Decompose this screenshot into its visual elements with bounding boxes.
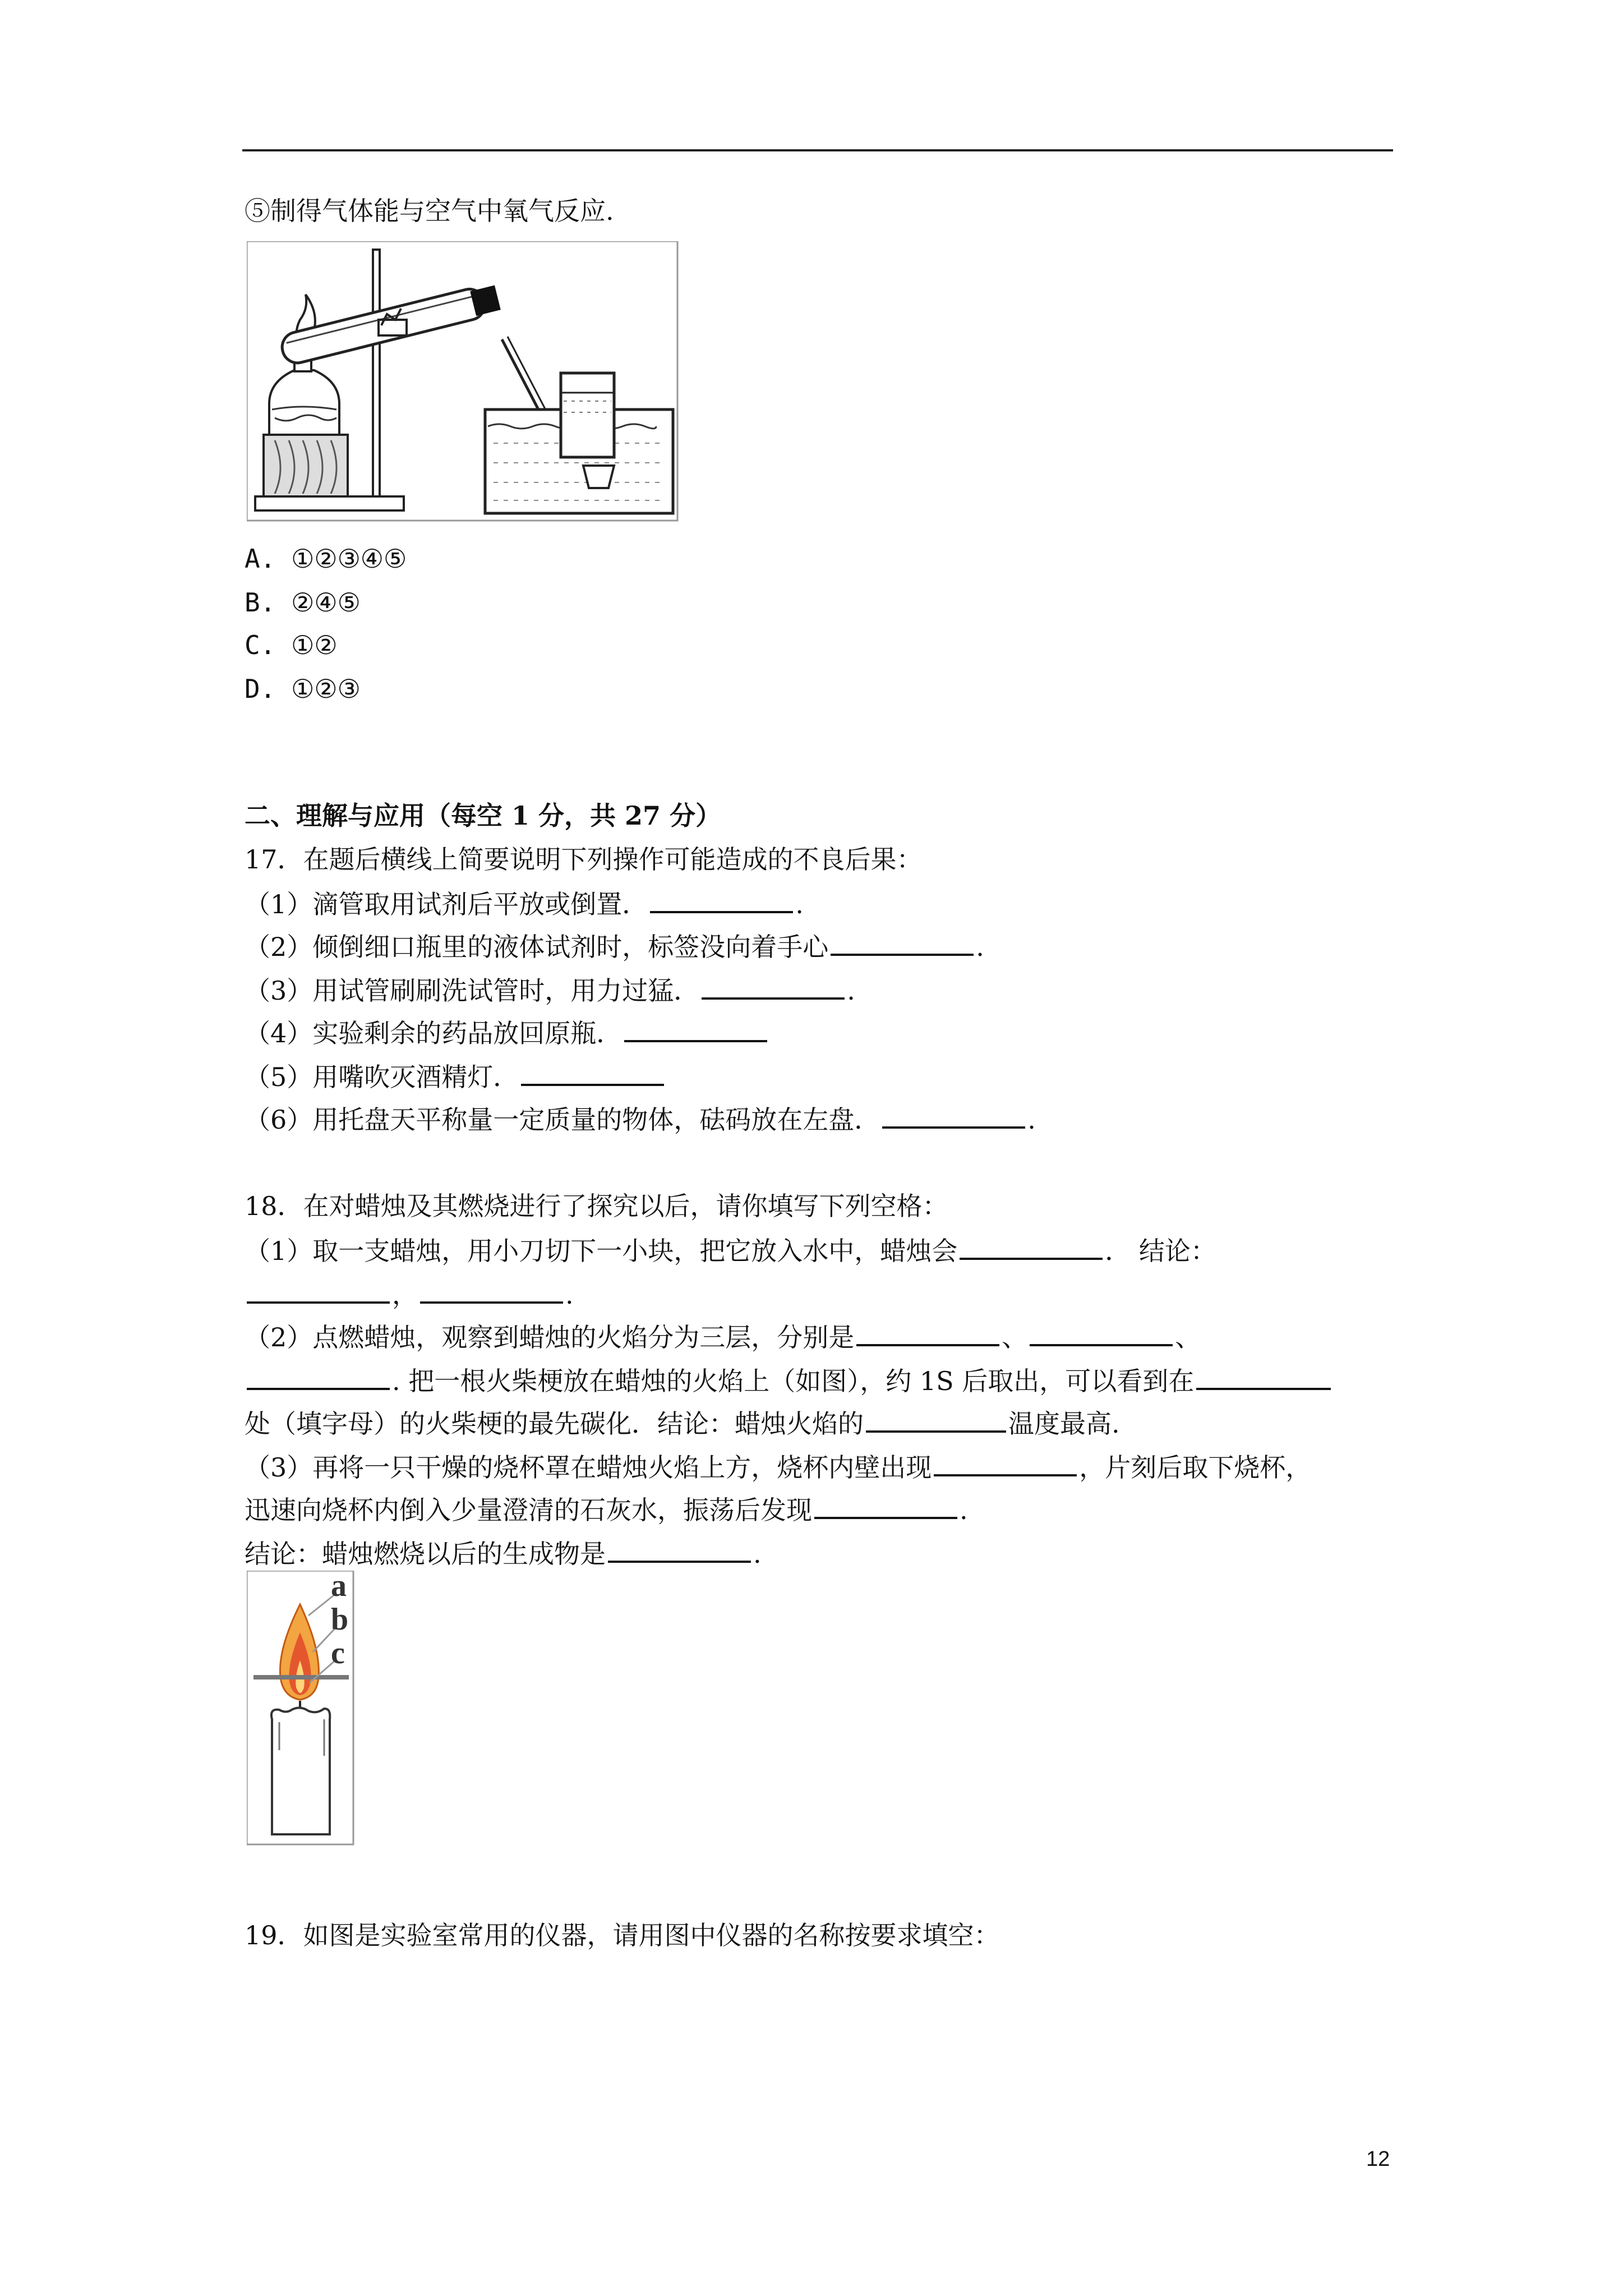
q18-part-2-line-3: 处（填字母）的火柴梗的最先碳化．结论：蜡烛火焰的 温度最高. (245, 1406, 1120, 1441)
header-rule (242, 149, 1393, 151)
answer-blank[interactable] (650, 886, 793, 913)
q18-part-3-line-2: 迅速向烧杯内倒入少量澄清的石灰水，振荡后发现 . (245, 1492, 968, 1527)
answer-blank[interactable] (882, 1102, 1025, 1129)
q18-part-2-line-2: . 把一根火柴梗放在蜡烛的火焰上（如图），约 1S 后取出，可以看到在 (245, 1363, 1333, 1398)
flame-label-a: a (331, 1571, 347, 1603)
q17-item-2: （2）倾倒细口瓶里的液体试剂时，标签没向着手心 . (245, 929, 984, 964)
answer-blank[interactable] (420, 1277, 563, 1304)
q18-part-3-line-1: （3）再将一只干燥的烧杯罩在蜡烛火焰上方，烧杯内壁出现 ，片刻后取下烧杯， (245, 1450, 1311, 1484)
candle-flame-figure (247, 1571, 359, 1846)
answer-blank[interactable] (831, 929, 974, 956)
page-number: 12 (1366, 2147, 1390, 2171)
item-5-text: ⑤制得气体能与空气中氧气反应. (245, 196, 614, 226)
option-b: B. ②④⑤ (245, 587, 361, 618)
answer-blank[interactable] (814, 1492, 957, 1519)
answer-blank[interactable] (521, 1059, 664, 1086)
gas-collection-apparatus-figure (247, 241, 679, 522)
answer-blank[interactable] (247, 1363, 390, 1390)
q17-item-1: （1）滴管取用试剂后平放或倒置． . (245, 886, 804, 921)
q19-stem: 19．如图是实验室常用的仪器，请用图中仪器的名称按要求填空： (245, 1920, 1000, 1950)
answer-blank[interactable] (1030, 1319, 1173, 1346)
answer-blank[interactable] (247, 1277, 390, 1304)
answer-blank[interactable] (702, 973, 845, 1000)
q18-conclusion: 结论：蜡烛燃烧以后的生成物是 . (245, 1536, 762, 1571)
option-c: C. ①② (245, 630, 338, 660)
q17-item-4: （4）实验剩余的药品放回原瓶． (245, 1015, 769, 1050)
section-2-title: 二、理解与应用（每空 1 分，共 27 分） (245, 800, 722, 831)
answer-blank[interactable] (866, 1406, 1006, 1433)
q17-item-3: （3）用试管刷刷洗试管时，用力过猛． . (245, 973, 855, 1007)
option-d: D. ①②③ (245, 674, 361, 704)
q18-part-1-conclusion: ， . (245, 1277, 574, 1312)
q17-item-5: （5）用嘴吹灭酒精灯． (245, 1059, 666, 1094)
answer-blank[interactable] (608, 1536, 751, 1563)
q17-item-6: （6）用托盘天平称量一定质量的物体，砝码放在左盘． . (245, 1102, 1036, 1137)
answer-blank[interactable] (934, 1450, 1077, 1476)
q18-stem: 18．在对蜡烛及其燃烧进行了探究以后，请你填写下列空格： (245, 1191, 948, 1221)
answer-blank[interactable] (1196, 1363, 1331, 1390)
answer-blank[interactable] (856, 1319, 999, 1346)
option-a: A. ①②③④⑤ (245, 544, 407, 574)
q18-part-2-line-1: （2）点燃蜡烛，观察到蜡烛的火焰分为三层，分别是 、 、 (245, 1319, 1201, 1354)
q18-part-1: （1）取一支蜡烛，用小刀切下一小块，把它放入水中，蜡烛会 ． 结论： (245, 1233, 1216, 1268)
answer-blank[interactable] (624, 1015, 767, 1042)
flame-label-b: b (331, 1602, 349, 1637)
q17-stem: 17．在题后横线上简要说明下列操作可能造成的不良后果： (245, 844, 923, 875)
flame-label-c: c (331, 1636, 345, 1671)
answer-blank[interactable] (960, 1233, 1103, 1260)
